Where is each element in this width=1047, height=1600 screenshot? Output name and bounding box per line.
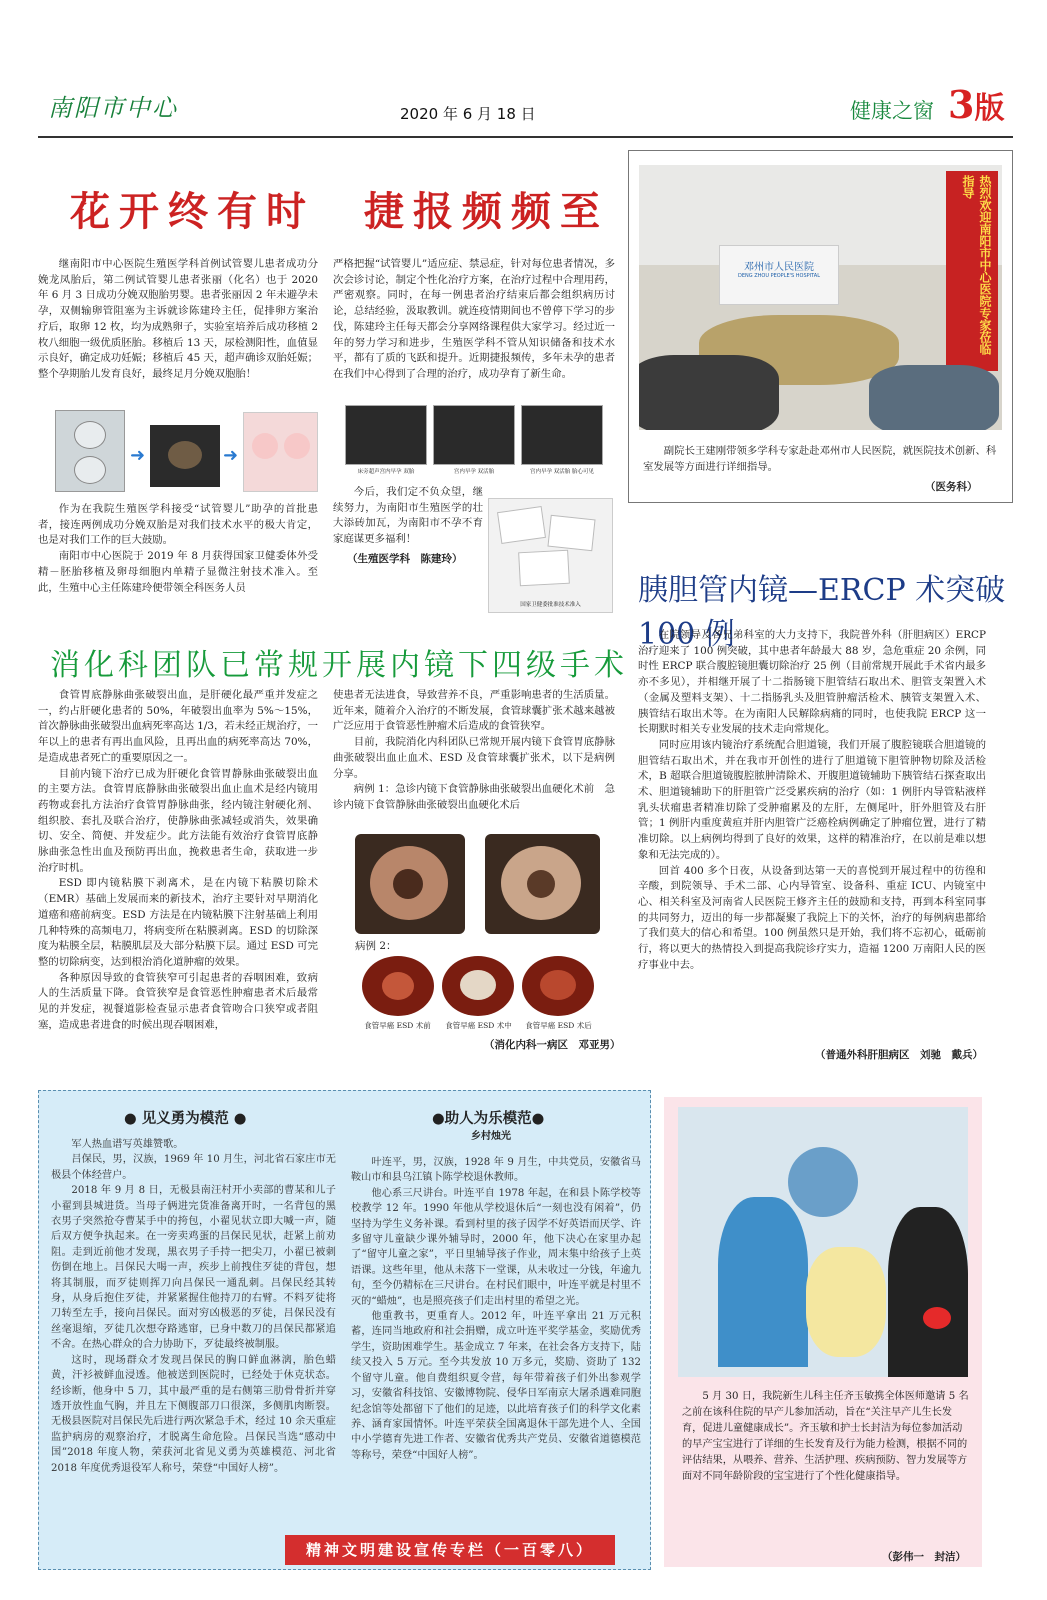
article3-byline: （普通外科肝胆病区 刘驰 戴兵） (815, 1049, 983, 1061)
helper-para2: 他心系三尺讲台。叶连平自 1978 年起，在和县卜陈学校等校教学 12 年。1990 年他从学校退休后“一刻也没有闲着”，仍坚持为学生义务补课。看到村里的孩子因学不好英语而厌学、许多留守儿童缺少课外辅导时，2000 年，他下决心在家里办起了“留守儿童之家”，平日里辅导孩子作业，周末集中给孩子上英语课。这些年里，他从未落下一堂课，从未收过一分钱，年逾九旬，至今仍精标在三尺讲台。在村民们眼中，叶连平就是村里不灭的“蜡烛”，也是照亮孩子们走出村里的希望之光。 (351, 1187, 641, 1307)
article1-col2 (333, 257, 615, 383)
article2-para4: 各种原因导致的食管狭窄可引起患者的吞咽困难，致病人的生活质量下降。食管狭窄是食管恶性肿瘤患者术后最常见的并发症，视餐道影检查显示患者食管吻合口狭窄或者阻塞，造成患者进食的时候出现吞咽困难， (38, 971, 318, 1031)
page-number: 3版 (948, 82, 1005, 127)
newborn-photo (243, 412, 318, 492)
heroic-para2: 吕保民，男，汉族，1969 年 10 月生，河北省石家庄市无极县个体经营户。 (51, 1154, 336, 1181)
article1-para1: 继南阳市中心医院生殖医学科首例试管婴儿患者成功分娩龙凤胎后，第二例试管婴儿患者张丽（化名）也于 2020 年 6 月 3 日成功分娩双胞胎男婴。患者张丽因 2 年未避孕未孕，双侧输卵管阻塞为主诉就诊陈建玲主任，促排卵方案治疗后，取卵 12 枚，均为成熟卵子，实验室培养后成功移植 2 枚八细胞一级优质胚胎。移植后 13 天，尿检测阳性，血值显示良好，确定成功妊娠；移植后 45 天，超声确诊双胎妊娠；整个孕期胎儿发育良好，最终足月分娩双胞胎！ (38, 258, 318, 380)
article3-para2: 同时应用该内镜治疗系统配合胆道镜，我们开展了腹腔镜联合胆道镜的胆管结石取出术，并在我市开创性的进行了胆道镜下胆管肿物切除及活检术，B 超联合胆道镜腹腔脓肿清除术、开腹胆道镜辅助下胰管结石探查取出术、胆道镜辅助下的肝胆管广泛受累疾病的治疗（如：1 例肝内导管粘液样乳头状瘤患者精准切除了受肿瘤累及的左肝，左侧尾叶，肝外胆管及右肝管；1 例肝内重度黄疸并肝内胆管广泛癌栓病例确定了肿瘤位置，进行了精准切除。以上病例均得到了良好的效果，这样的精准治疗，在以前是难以想象和无法完成的）。 (638, 738, 986, 861)
article1-para3: 作为在我院生殖医学科接受“试管婴儿”助孕的首批患者，接连两例成功分娩双胎是对我们技术水平的极大肯定，也是对我们工作的巨大鼓励。 (38, 503, 318, 547)
article2-para6: 目前，我院消化内科团队已常规开展内镜下食管胃底静脉曲张破裂出血止血术、ESD 及食管球囊扩张术，以下是病例分享。 (333, 736, 615, 780)
arrow-right-icon: ➜ (130, 445, 146, 466)
ultrasound-3 (521, 405, 603, 465)
hospital-sign-sub: DENG ZHOU PEOPLE'S HOSPITAL (737, 273, 821, 279)
ultrasound-photo (150, 425, 220, 487)
esd-before-photo (362, 956, 434, 1016)
esd-label-before: 食管早癌 ESD 术前 (364, 1021, 431, 1030)
certificate-caption: 国家卫健委批准技术准入 (520, 602, 581, 608)
nicu-photo (678, 1107, 968, 1377)
heroic-para4: 这时，现场群众才发现吕保民的胸口鲜血淋漓，胎色蜡黄，汗衫被鲜血浸透。他被送到医院时，已经处于休克状态。经诊断，他身中 5 刀，其中最严重的是右侧第三肋骨骨折并穿透开放性血气胸，并且左下侧腹部刀口很深，多侧肌肉断裂。无极县医院对吕保民先后进行两次紧急手术，经过 10 余天重症监护病房的观察治疗，才脱离生命危险。吕保民当选“感动中国”2018 年度人物，荣获河北省见义勇为英雄模范、河北省 2018 年度优秀退役军人称号，荣登“中国好人榜”。 (51, 1354, 336, 1474)
article2-para3: ESD 即内镜粘膜下剥离术，是在内镜下粘膜切除术（EMR）基础上发展而来的新技术，治疗主要针对早期消化道癌和癌前病变。ESD 方法是在内镜粘膜下注射基础上利用几种特殊的高频电刀，将病变所在粘膜剥离。ESD 的切除深度为粘膜全层，粘膜肌层及大部分粘膜下层。通过 ESD 可完整的切除病变，达到根治消化道肿瘤的效果。 (38, 877, 318, 968)
article1-headline: 花开终有时 捷报频频至 (70, 188, 609, 235)
heroic-para3: 2018 年 9 月 8 日，无极县南汪村开小卖部的曹某和儿子小翟到县城进货。当母子俩进完货准备离开时，一名背包的黑衣男子突然抢夺曹某手中的挎包，小翟见状立即大喊一声，随后双方便争执起来。在一旁卖鸡蛋的吕保民见状，赶紧上前劝阻。走到近前他才发现，黑衣男子手持一把尖刀，小翟已被刺伤倒在地上。吕保民大喝一声，疾步上前拽住歹徒的背包，想将其制服，而歹徒则挥刀向吕保民一通乱刺。吕保民经其转身，从身后抱住歹徒，并紧紧握住他持刀的右臂。不料歹徒将刀转至左手，接向吕保民。面对穷凶极恶的歹徒，吕保民没有丝毫退缩，歹徒几次想夺路逃窜，已身中数刀的吕保民都紧追不舍。在热心群众的合力协助下，歹徒最终被制服。 (51, 1185, 336, 1351)
case2-label: 病例 2： (355, 940, 397, 952)
hospital-sign-logo: 邓州市人民医院 (744, 262, 814, 273)
helper-model-title: ●助人为乐模范● (432, 1111, 545, 1127)
masthead-logo: 南阳市中心 (48, 94, 178, 122)
article2-col2 (333, 688, 615, 814)
heroic-model-title: ● 见义勇为模范 ● (124, 1111, 247, 1127)
column-banner: 精神文明建设宣传专栏（一百零八） (285, 1535, 615, 1565)
nicu-box (664, 1097, 982, 1567)
article2-para5: 使患者无法进食，导致营养不良，严重影响患者的生活质量。近年来，随着介入治疗的不断发展，食管球囊扩张术越来越被广泛应用于食管恶性肿瘤术后造成的食管狭窄。 (333, 689, 615, 733)
endoscopy-case1-before (355, 834, 465, 934)
heroic-model-body (51, 1137, 336, 1476)
embryo-photo (55, 410, 125, 492)
article2-case1: 病例 1：急诊内镜下食管静脉曲张破裂出血硬化术前 急诊内镜下食管静脉曲张破裂出血硬化术后 (333, 783, 615, 811)
article1-para5: 今后，我们定不负众望，继续努力，为南阳市生殖医学的壮大添砖加瓦，为南阳市不孕不育家庭谋更多福利！ (333, 486, 483, 546)
article3-para1: 在院领导及各兄弟科室的大力支持下，我院普外科（肝胆病区）ERCP 治疗迎来了 100 例突破，其中患者年龄最大 88 岁，急危重症 20 余例，同时性 ERCP 联合腹腔镜胆囊切除治疗 25 例（目前常规开展此手术省内最多亦不多见），并相继开展了十二指肠镜下胆管结石取出术、胆管支架置入术（金属及塑料支架）、十二指肠乳头及胆管肿瘤活检术、胰管支架置入术、胰管结石取出术等。在为南阳人民解除病痛的同时，也使我院 ERCP 这一长期默时相关专业发展的技术走向常规化。 (638, 629, 986, 736)
article3-body (638, 628, 986, 973)
us-caption-3: 宫内早孕 双活胎 胎心可见 (530, 469, 594, 475)
helper-model-body (351, 1155, 641, 1463)
article2-para2: 目前内镜下治疗已成为肝硬化食管胃静脉曲张破裂出血的主要方法。食管胃底静脉曲张破裂出血止血术是经内镜用药物或套扎方法治疗食管胃静脉曲张，经内镜注射硬化剂、组织胶、套扎及联合治疗，使静脉曲张减轻或消失，效果确切、安全、简便、并发症少。此方法能有效治疗食管胃底静脉曲张急性出血及预防再出血，挽救患者生命，获取进一步治疗时机。 (38, 767, 318, 874)
arrow-right-icon: ➜ (223, 445, 239, 466)
helper-para1: 叶连平，男，汉族，1928 年 9 月生，中共党员，安徽省马鞍山市和县乌江镇卜陈学校退休教师。 (351, 1157, 641, 1184)
header-rule (38, 136, 1013, 138)
helper-para3: 他重教书，更重育人。2012 年，叶连平拿出 21 万元积蓄，连同当地政府和社会捐赠，成立叶连平奖学基金，奖励优秀学生，资助困难学生。基金成立 7 年来，在社会各方支持下，陆续又投入 5 万元。至今共发放 10 万多元，奖励、资助了 132 个留守儿童。他自费组织夏令营，每年带着孩子们外出参观学习，安徽省科技馆、安徽博物院、侵华日军南京大屠杀遇难同胞纪念馆等处都留下了他们的足迹，以此培育孩子们的科学文化素养、涵育家国情怀。叶连平荣获全国离退休干部先进个人、全国中小学德育先进工作者、安徽省优秀共产党员、安徽省道德模范等称号，荣登“中国好人榜”。 (351, 1311, 641, 1461)
article1-col2b (333, 485, 483, 566)
ultrasound-1 (345, 405, 427, 465)
nicu-byline: （彭伟一 封洁） (882, 1551, 966, 1563)
article2-para1: 食管胃底静脉曲张破裂出血，是肝硬化最严重并发症之一，约占肝硬化患者的 50%，年破裂出血率为 5%～15%，首次静脉曲张破裂出血病死率高达 1/3，若未经正规治疗，一年以上的患者有再出血风险，且再出血的病死率高达 70%，是造成患者死亡的重要原因之一。 (38, 689, 318, 764)
article1-para2: 严格把握“试管婴儿”适应症、禁忌症，针对每位患者情况，多次会诊讨论，制定个性化治疗方案，在治疗过程中合理用药，严密观察。同时，在每一例患者治疗结束后都会组织病历讨论，总结经验，汲取教训。就连疫情期间也不曾停下学习的步伐，陈建玲主任每天都会分享网络课程供大家学习。经过近一年的努力学习和进步，生殖医学科不管从知识储备和技术水平，都有了质的飞跃和提升。近期捷报频传，多年未孕的患者在我们中心得到了合理的治疗，成功孕育了新生命。 (333, 258, 615, 380)
article3-headline: 胰胆管内镜—ERCP 术突破 100 例 (638, 573, 1006, 652)
role-models-box (38, 1090, 651, 1570)
article1-col1 (38, 257, 318, 383)
article1-byline: （生殖医学科 陈建玲） (347, 552, 463, 565)
certificates-photo (488, 498, 613, 613)
us-caption-1: 床旁超声宫内早孕 双胎 (357, 469, 415, 475)
meeting-byline: （医务科） (925, 481, 978, 493)
issue-date: 2020 年 6 月 18 日 (400, 105, 536, 123)
article2-byline: （消化内科一病区 邓亚男） (484, 1039, 621, 1051)
esd-label-during: 食管早癌 ESD 术中 (445, 1021, 512, 1030)
helper-model-subtitle: 乡村烛光 (471, 1131, 511, 1142)
ultrasound-2 (433, 405, 515, 465)
endoscopy-case1-after (485, 834, 600, 934)
meeting-photo-frame (628, 150, 1013, 503)
embryo-images (55, 410, 320, 495)
esd-after-photo (522, 956, 594, 1016)
meeting-photo (639, 165, 1002, 430)
esd-during-photo (442, 956, 514, 1016)
article2-headline: 消化科团队已常规开展内镜下四级手术 (50, 648, 628, 683)
us-caption-2: 宫内早孕 双活胎 (453, 469, 495, 475)
heroic-para1: 军人热血谱写英雄赞歌。 (71, 1139, 184, 1150)
nicu-caption: 5 月 30 日，我院新生儿科主任齐玉敏携全体医师邀请 5 名之前在该科住院的早产儿参加活动，旨在“关注早产儿生长发育，促进儿童健康成长”。齐玉敏和护士长封洁为每位参加活动的早产宝宝进行了详细的生长发育及行为能力检测，根据不同的评估结果，从喂养、营养、生活护理、疾病预防、智力发展等方面对不同年龄阶段的宝宝进行了个性化健康指导。 (682, 1391, 969, 1482)
article1-col1b (38, 502, 318, 596)
section-title: 健康之窗 (850, 99, 934, 123)
article1-para4: 南阳市中心医院于 2019 年 8 月获得国家卫健委体外受精－胚胎移植及卵母细胞内单精子显微注射技术准入。至此，生殖中心主任陈建玲便带领全科医务人员 (38, 550, 318, 594)
article3-para3: 回首 400 多个日夜，从设备到达第一天的喜悦到开展过程中的彷徨和辛酸，到院领导、手术二部、心内导管室、设备科、重症 ICU、内镜室中心、相关科室及河南省人民医院王修齐主任的鼓励和支持，再到本科室同事的共同努力，迈出的每一步都凝聚了我院上下的关怀，治疗的每例病患都给了我们莫大的信心和希望。100 例虽然只是开始，我们将不忘初心，砥砺前行，将以更大的热情投入到提高我院诊疗实力，造福 1200 万南阳人民的医疗事业中去。 (638, 864, 986, 971)
esd-label-after: 食管早癌 ESD 术后 (525, 1021, 592, 1030)
article2-col1 (38, 688, 318, 1033)
meeting-caption: 副院长王建刚带领多学科专家赴赴邓州市人民医院，就医院技术创新、科室发展等方面进行详细指导。 (643, 445, 997, 473)
welcome-banner: 热烈欢迎南阳市中心医院专家莅临指导 (961, 175, 992, 355)
ultrasound-strip (345, 405, 605, 483)
